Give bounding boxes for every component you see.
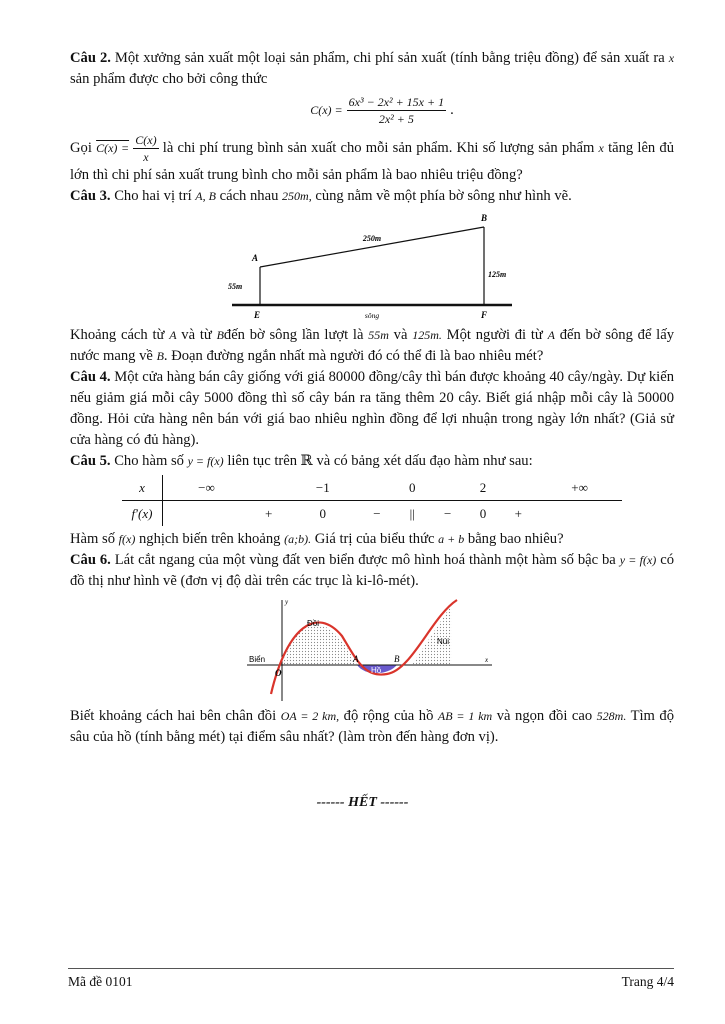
question-3: Câu 3. Cho hai vị trí A, B cách nhau 250m, cùng nằm về một phía bờ sông như hình vẽ. [70,188,572,204]
question-5-label: Câu 5. [70,453,111,469]
label-shore: Biển [249,655,266,664]
label-x-axis: x [485,656,489,664]
question-4-label: Câu 4. [70,369,111,385]
question-2: Câu 2. Một xưởng sản xuất một loại sản phẩm, chi phí sản xuất (tính bằng triệu đồng) để sản xuất ra x sản phẩm được cho bởi công thức [70,50,675,87]
cost-formula: C(x) = $\frac{\text{6x³ − 2x² + 15x + 1}}{\text{2x² + 5}}$ . [310,94,454,126]
label-y-axis: y [285,598,289,606]
page-footer [68,968,674,990]
label-river: sông [364,311,380,320]
cubic-graph-figure [247,596,497,704]
hill-area [282,624,357,665]
label-origin: O [275,668,282,678]
question-6-continued: Biết khoảng cách hai bên chân đồi OA = 2 km, độ rộng của hồ AB = 1 km và ngọn đồi cao 528m. Tìm độ sâu của hồ (tính bằng mét) tại điểm sâu nhất? (làm tròn đến hàng đơn vị). [70,708,675,745]
derivative-sign-table [122,475,622,526]
page-number: Trang 4/4 [621,974,674,989]
average-cost-lhs: C(x) = [96,140,130,155]
label-point-a: A [353,654,359,664]
question-5-continued: Hàm số f(x) nghịch biến trên khoảng (a;b). Giá trị của biểu thức a + b bằng bao nhiêu? [70,531,564,547]
question-5: Câu 5. Cho hàm số y = f(x) liên tục trên ℝ và có bảng xét dấu đạo hàm như sau: [70,453,533,469]
table-row-derivative: f′(x) + 0 − || − 0 + [122,501,622,527]
label-lake: Hồ [371,666,382,675]
label-ae-length: 55m [228,282,243,291]
exam-code: Mã đề 0101 [68,974,133,989]
question-3-label: Câu 3. [70,188,111,204]
label-f: F [481,310,488,320]
label-bf-length: 125m [488,270,507,279]
mountain-area [412,604,452,665]
segment-ab [260,227,484,267]
question-6: Câu 6. Lát cắt ngang của một vùng đất ven biển được mô hình hoá thành một hàm số bậc ba y = f(x) có đồ thị như hình vẽ (đơn vị độ dài trên các trục là ki-lô-mét). [70,552,675,589]
label-ab-length: 250m [362,234,382,243]
exam-content [70,48,674,748]
label-hill: Đồi [307,619,320,628]
end-marker: ------ HẾT ------ [316,795,409,810]
river-figure [222,211,522,323]
question-4: Câu 4. Một cửa hàng bán cây giống với giá 80000 đồng/cây thì bán được khoảng 40 cây/ngày. Dự kiến nếu giảm giá mỗi cây 5000 đồng thì số cây bán ra tăng thêm 20 cây. Biết giá nhập mỗi cây là 50000 đồng. Hỏi cửa hàng nên bán với giá bao nhiêu nghìn đồng để lợi nhuận trong ngày lớn nhất? (Giả sử cửa hàng có đủ hàng). [70,369,674,448]
question-2-avg: Gọi C(x) = $\frac{C(x)}{x}$ là chi phí trung bình sản xuất cho mỗi sản phẩm. Khi số lượng sản phẩm x tăng lên đủ lớn thì chi phí sản xuất trung bình cho mỗi sản phẩm là bao nhiêu triệu đồng? [70,133,675,183]
label-e: E [254,310,261,320]
question-2-label: Câu 2. [70,50,111,66]
label-mountain: Núi [437,637,450,646]
label-a: A [252,253,259,263]
table-row-x: x −∞ −1 0 2 +∞ [122,475,622,501]
question-3-continued: Khoảng cách từ A và từ Bđến bờ sông lần lượt là 55m và 125m. Một người đi từ A đến bờ sông để lấy nước mang về B. Đoạn đường ngắn nhất mà người đó có thể đi là bao nhiêu mét? [70,327,675,364]
label-b: B [480,213,488,223]
label-point-b: B [394,654,400,664]
question-6-label: Câu 6. [70,552,111,568]
